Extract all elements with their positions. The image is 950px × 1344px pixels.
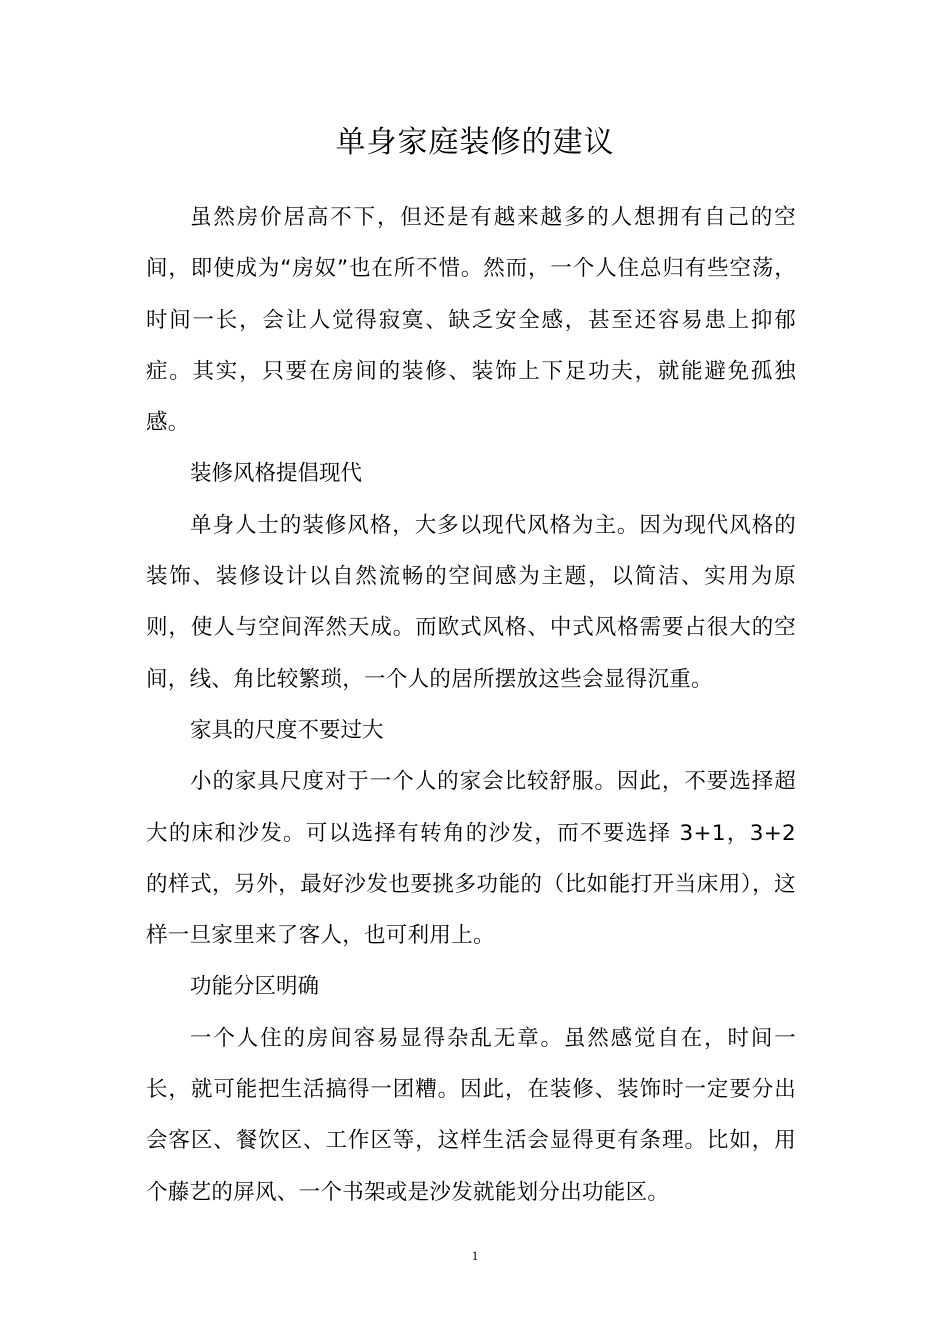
document-body: [146, 192, 796, 1218]
section-heading-zoning: 功能分区明确: [190, 974, 320, 1000]
section-heading-furniture: 家具的尺度不要过大: [190, 717, 384, 743]
document-title: 单身家庭装修的建议: [335, 125, 615, 160]
page-number: 1: [471, 1248, 479, 1263]
section-heading-style: 装修风格提倡现代: [190, 461, 363, 487]
style-paragraph: 单身人士的装修风格，大多以现代风格为主。因为现代风格的装饰、装修设计以自然流畅的空间感为主题，以简洁、实用为原则，使人与空间浑然天成。而欧式风格、中式风格需要占很大的空间，线、角比较繁琐，一个人的居所摆放这些会显得沉重。: [146, 512, 796, 692]
furniture-paragraph: 小的家具尺度对于一个人的家会比较舒服。因此，不要选择超大的床和沙发。可以选择有转角的沙发，而不要选择 3+1，3+2 的样式，另外，最好沙发也要挑多功能的（比如能打开当床用），这样一旦家里来了客人，也可利用上。: [146, 769, 796, 949]
intro-paragraph: 虽然房价居高不下，但还是有越来越多的人想拥有自己的空间，即使成为“房奴”也在所不惜。然而，一个人住总归有些空荡，时间一长，会让人觉得寂寞、缺乏安全感，甚至还容易患上抑郁症。其实，只要在房间的装修、装饰上下足功夫，就能避免孤独感。: [146, 205, 796, 436]
zoning-paragraph: 一个人住的房间容易显得杂乱无章。虽然感觉自在，时间一长，就可能把生活搞得一团糟。因此，在装修、装饰时一定要分出会客区、餐饮区、工作区等，这样生活会显得更有条理。比如，用个藤艺的屏风、一个书架或是沙发就能划分出功能区。: [146, 1025, 796, 1205]
